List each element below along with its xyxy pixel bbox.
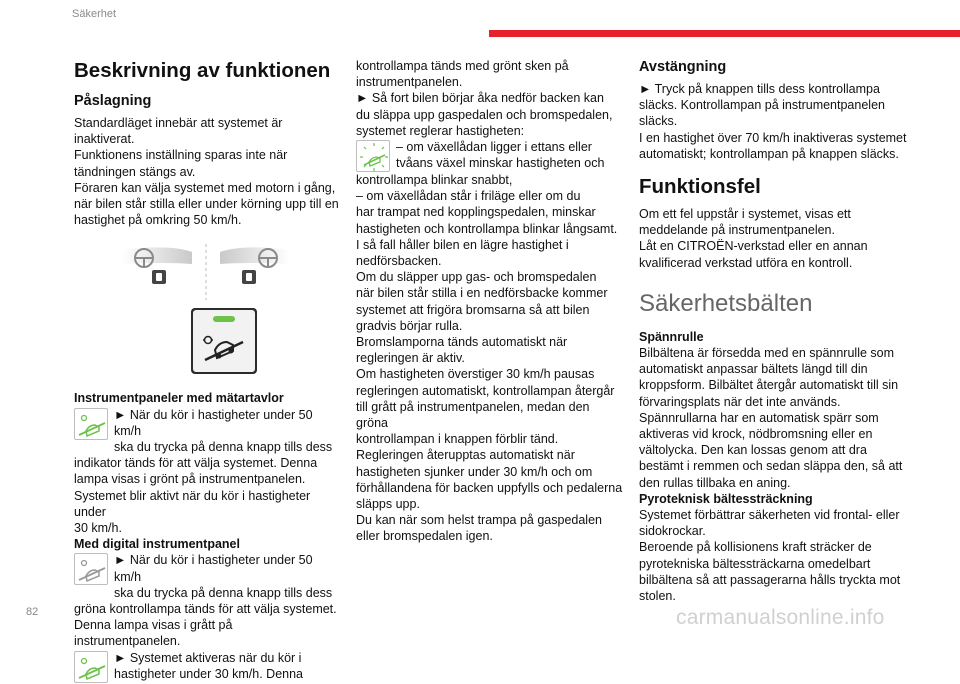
hill-descent-icon	[74, 553, 108, 585]
spannrulle-text: Bilbältena är försedda med en spännrulle som automatiskt anpassar bältets längd till din kroppsform. Bilbältet återgår automatiskt till sin förvaringsplats när det inte används. Spännrullarna har en automatisk spärr som aktiveras vid krock, nödbromsning eller en vältolycka. Den kan lossas genom att dra bestämt i remmen och sedan släppa den, så att den rullas tillbaka en aning.	[639, 346, 903, 490]
hill-descent-button-illustration	[191, 308, 257, 374]
section-color-bar	[489, 30, 960, 37]
col2-text-a: kontrollampa tänds med grönt sken på instrumentpanelen. ► Så fort bilen börjar åka nedför backen kan du släppa upp gaspedalen och bromspedalen, systemet reglerar hastigheten:	[356, 59, 613, 138]
page-title: Beskrivning av funktionen	[74, 59, 331, 82]
steering-wheel-icon	[74, 238, 342, 302]
steering-wheel-illustration	[74, 238, 342, 302]
funktionsfel-text: Om ett fel uppstår i systemet, visas ett meddelande på instrumentpanelen. Låt en CITROËN-verkstad eller en annan kvalificerad verkstad utföra en kontroll.	[639, 207, 868, 270]
digital-text-a: ► När du kör i hastigheter under 50 km/h ska du trycka på denna knapp tills dess	[114, 553, 333, 600]
hill-descent-icon	[191, 308, 257, 374]
heading-pyroteknisk: Pyroteknisk bältessträckning	[639, 491, 813, 506]
heading-sakerhetsbalten: Säkerhetsbälten	[639, 289, 813, 317]
panels-text-b: indikator tänds för att välja systemet. Denna lampa visas i grönt på instrumentpanelen. Systemet blir aktivt när du kör i hastigheter under 30 km/h.	[74, 456, 318, 536]
col2-text-b: kontrollampa blinkar snabbt, – om växellådan står i friläge eller om du har trampat ned kopplingspedalen, minskar hastigheten och kontrollampa blinkar långsamt. I så fall håller bilen en lägre hastighet i nedförsbacken. Om du släpper upp gas- och bromspedalen när bilen står stilla i en nedförsbacke kommer systemet att frigöra bromsarna så att bilen gradvis börjar rulla. Bromslamporna tänds automatiskt när regleringen är aktiv. Om hastigheten överstiger 30 km/h pausas regleringen automatiskt, kontrollampan återgår till grått på instrumentpanelen, medan den gröna kontrollampan i knappen förblir tänd. Regleringen återupptas automatiskt när hastigheten sjunker under 30 km/h och om förhållandena för backen uppfylls och pedalerna släpps upp. Du kan när som helst trampa på gaspedalen eller bromspedalen igen.	[356, 173, 623, 544]
heading-instrumentpaneler: Instrumentpaneler med mätartavlor	[74, 391, 284, 406]
panels-text-a: ► När du kör i hastigheter under 50 km/h ska du trycka på denna knapp tills dess	[114, 407, 333, 455]
column-3	[639, 58, 907, 604]
hill-descent-icon	[74, 651, 108, 683]
column-1	[74, 58, 342, 683]
heading-funktionsfel: Funktionsfel	[639, 175, 761, 199]
pyro-text: Systemet förbättrar säkerheten vid frontal- eller sidokrockar. Beroende på kollisionens kraft sträcker de pyrotekniska bältessträckarna omedelbart bilbältena så att passagerarna hålls tryckta mot stolen.	[639, 508, 901, 604]
hill-descent-icon	[356, 140, 390, 172]
page-number: 82	[26, 606, 39, 618]
section-header: Säkerhet	[72, 8, 117, 20]
heading-spannrulle: Spännrulle	[639, 329, 704, 344]
heading-avstangning: Avstängning	[639, 59, 727, 75]
digital-text-b: gröna kontrollampa tänds för att välja systemet. Denna lampa visas i grått på instrumentpanelen.	[74, 602, 337, 649]
hill-descent-icon	[74, 408, 108, 440]
heading-paslagning: Påslagning	[74, 93, 152, 109]
activated-text: ► Systemet aktiveras när du kör i hastigheter under 30 km/h. Denna	[114, 650, 304, 681]
col2-text-icon: – om växellådan ligger i ettans eller tvåans växel minskar hastigheten och	[396, 140, 605, 171]
column-2	[356, 58, 624, 545]
avstangning-text: ► Tryck på knappen tills dess kontrollampa släcks. Kontrollampan på instrumentpanelen släcks. I en hastighet över 70 km/h inaktiveras systemet automatiskt; kontrollampan på knappen släcks.	[639, 82, 907, 161]
heading-digital-panel: Med digital instrumentpanel	[74, 537, 240, 552]
paslagning-text: Standardläget innebär att systemet är inaktiverat. Funktionens inställning sparas inte när tändningen stängs av. Föraren kan välja systemet med motorn i gång, när bilen står stilla eller under körning upp till en hastighet på omkring 50 km/h.	[74, 116, 339, 228]
watermark: carmanualsonline.info	[676, 606, 885, 629]
